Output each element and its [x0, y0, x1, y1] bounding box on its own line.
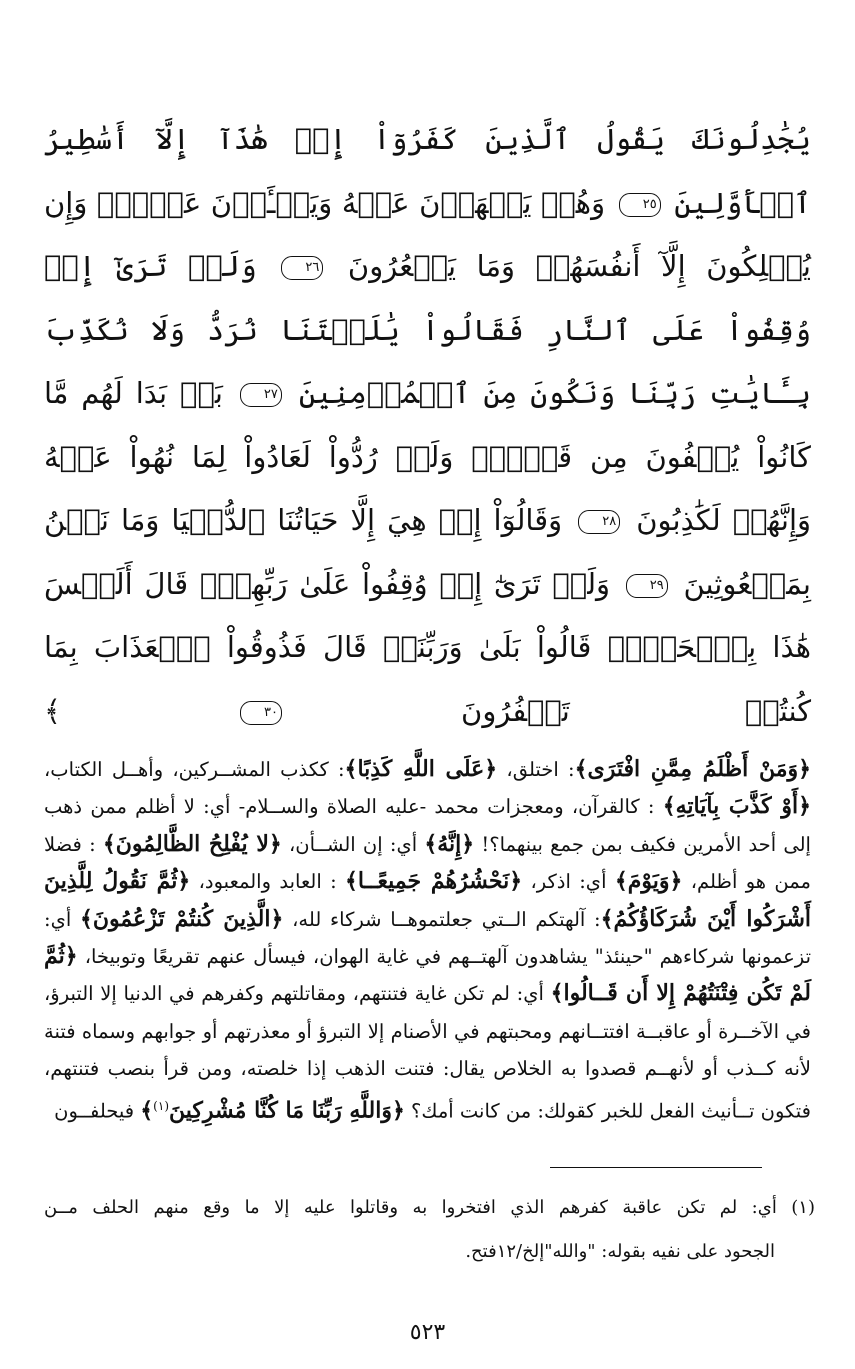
- commentary-text: : كالقرآن، ومعجزات محمد -عليه الصلاة والســلام- أي: لا أظلم ممن ذهب إلى أحد الأمرين فكيف بمن جمع بينهما؟!: [44, 795, 811, 856]
- quote: ﴿الَّذِينَ كُنتُمْ تَزْعُمُونَ﴾: [79, 905, 284, 932]
- commentary-text: : العابد والمعبود،: [190, 870, 346, 894]
- footnote-ref[interactable]: (١): [153, 1098, 169, 1113]
- verse-text: وَقَالُوٓاْ إِنۡ هِيَ إِلَّا حَيَاتُنَا ٱلدُّنۡيَا وَمَا نَحۡنُ بِمَبۡعُوثِينَ: [44, 503, 811, 601]
- quote-close: ﴾: [140, 1097, 154, 1124]
- commentary-text: : فضلا ممن هو أظلم،: [44, 832, 811, 894]
- quote: ﴿ثُمَّ لَمْ تَكُن فِتْنَتُهُمْ إِلا أَن قَــالُوا﴾: [44, 943, 812, 1007]
- quote: ﴿ثُمَّ نَقُولُ لِلَّذِينَ أَشْرَكُوا أَيْنَ شُرَكَاؤُكُمُ﴾: [44, 868, 811, 932]
- verse-text: وَلَوۡ تَرَىٰٓ إِذۡ وُقِفُواْ عَلَى ٱلنَّارِ فَقَالُواْ يَٰلَيۡتَنَا نُرَدُّ وَلَا نُكَذِّبَ بِـَٔايَٰتِ رَبِّنَا وَنَكُونَ مِنَ ٱلۡمُؤۡمِنِينَ: [44, 249, 812, 410]
- quote: ﴿أَوْ كَذَّبَ بِآيَاتِهِ﴾: [662, 793, 811, 820]
- verse-text: وَلَوۡ تَرَىٰٓ إِذۡ وُقِفُواْ عَلَىٰ رَبِّهِمۡۚ قَالَ أَلَيۡسَ هَٰذَا بِٱلۡحَقِّۚ قَالُواْ بَلَىٰ وَرَبِّنَاۚ قَالَ فَذُوقُواْ ٱلۡعَذَابَ بِمَا كُنتُمۡ تَكۡفُرُونَ: [44, 566, 812, 728]
- quran-verses: [44, 108, 811, 743]
- page-number: ٥٢٣: [409, 1320, 446, 1345]
- commentary-text: : ككذب المشــركين، وأهــل الكتاب،: [44, 758, 345, 781]
- quote: ﴿وَيَوْمَ﴾: [614, 868, 683, 895]
- verse-text: يُجَٰدِلُونَكَ يَقُولُ ٱلَّذِينَ كَفَرُوٓاْ إِنۡ هَٰذَآ إِلَّآ أَسَٰطِيرُ ٱلۡأَوَّلِينَ: [44, 122, 812, 220]
- verse-text: بَلۡ بَدَا لَهُم مَّا كَانُواْ يُخۡفُونَ مِن قَبۡلُۖ وَلَوۡ رُدُّواْ لَعَادُواْ لِمَا نُهُواْ عَنۡهُ وَإِنَّهُمۡ لَكَٰذِبُونَ: [44, 376, 812, 537]
- verse-marker: ٢٥: [619, 193, 661, 217]
- quote: ﴿لا يُفْلِحُ الظَّالِمُونَ﴾: [102, 830, 282, 857]
- verse-marker: ٢٩: [626, 574, 668, 598]
- verse-marker: ٣٠: [240, 701, 282, 725]
- commentary-text: أي: لم تكن غاية فتنتهم، ومقاتلتهم وكفرهم في الدنيا إلا التبرؤ، في الآخــرة أو عاقبــة افتتــانهم ومحبتهم في الأصنام إلا التبرؤ أو معذرتهم أو جوابهم وسماه فتنة لأنه كــذب أو لأنهــم قصدوا به الخلاص يقال: فتنت الذهب إذا خلصته، ومن قرأ بنصب فتنتهم، فتكون تــأنيث الفعل للخبر كقولك: من كانت أمك؟: [44, 982, 811, 1123]
- footnote-divider: [550, 1167, 762, 1168]
- verse-marker: ٢٦: [281, 256, 323, 280]
- verse-marker: ٢٨: [578, 510, 620, 534]
- footnote: [44, 1186, 815, 1274]
- commentary-text: : اختلق،: [497, 758, 575, 781]
- verse-marker: ٢٧: [240, 383, 282, 407]
- commentary-text: فيحلفــون: [54, 1099, 141, 1123]
- quote: ﴿إِنَّهُ﴾: [424, 830, 475, 857]
- commentary-text: : آلهتكم الــتي جعلتموهــا شركاء لله،: [283, 907, 601, 931]
- quote: ﴿وَاللَّهِ رَبِّنَا مَا كُنَّا مُشْرِكِينَ: [169, 1097, 405, 1124]
- footnote-line: (١) أي: لم تكن عاقبة كفرهم الذي افتخروا به وقاتلوا عليه إلا ما وقع منهم الحلف مــن: [44, 1197, 815, 1218]
- commentary-text: أي: إن الشــأن،: [281, 832, 425, 856]
- verse-text: وَهُمۡ يَنۡهَوۡنَ عَنۡهُ وَيَنۡـَٔوۡنَ عَنۡهُۖ وَإِن يُهۡلِكُونَ إِلَّآ أَنفُسَهُمۡ وَمَا يَشۡعُرُونَ: [44, 185, 812, 283]
- commentary-text: أي: تزعمونها شركاءهم "حينئذ" يشاهدون آلهتــهم في غاية الهوان، فيسأل عنهم تقريعًا وتوبيخا،: [44, 907, 811, 969]
- tafsir-commentary: [44, 751, 811, 1130]
- quote: ﴿عَلَى اللَّهِ كَذِبًا﴾: [344, 756, 498, 782]
- footnote-line: الجحود على نفيه بقوله: "والله"إلخ/١٢فتح.: [465, 1241, 775, 1262]
- verse-close-bracket: ﴾: [44, 693, 61, 728]
- quote: ﴿وَمَنْ أَظْلَمُ مِمَّنِ افْتَرَى﴾: [574, 756, 811, 782]
- commentary-paragraph: [44, 751, 811, 1130]
- commentary-text: أي: اذكر،: [522, 870, 615, 894]
- quote: ﴿نَحْشُرُهُمْ جَمِيعًــا﴾: [345, 868, 523, 895]
